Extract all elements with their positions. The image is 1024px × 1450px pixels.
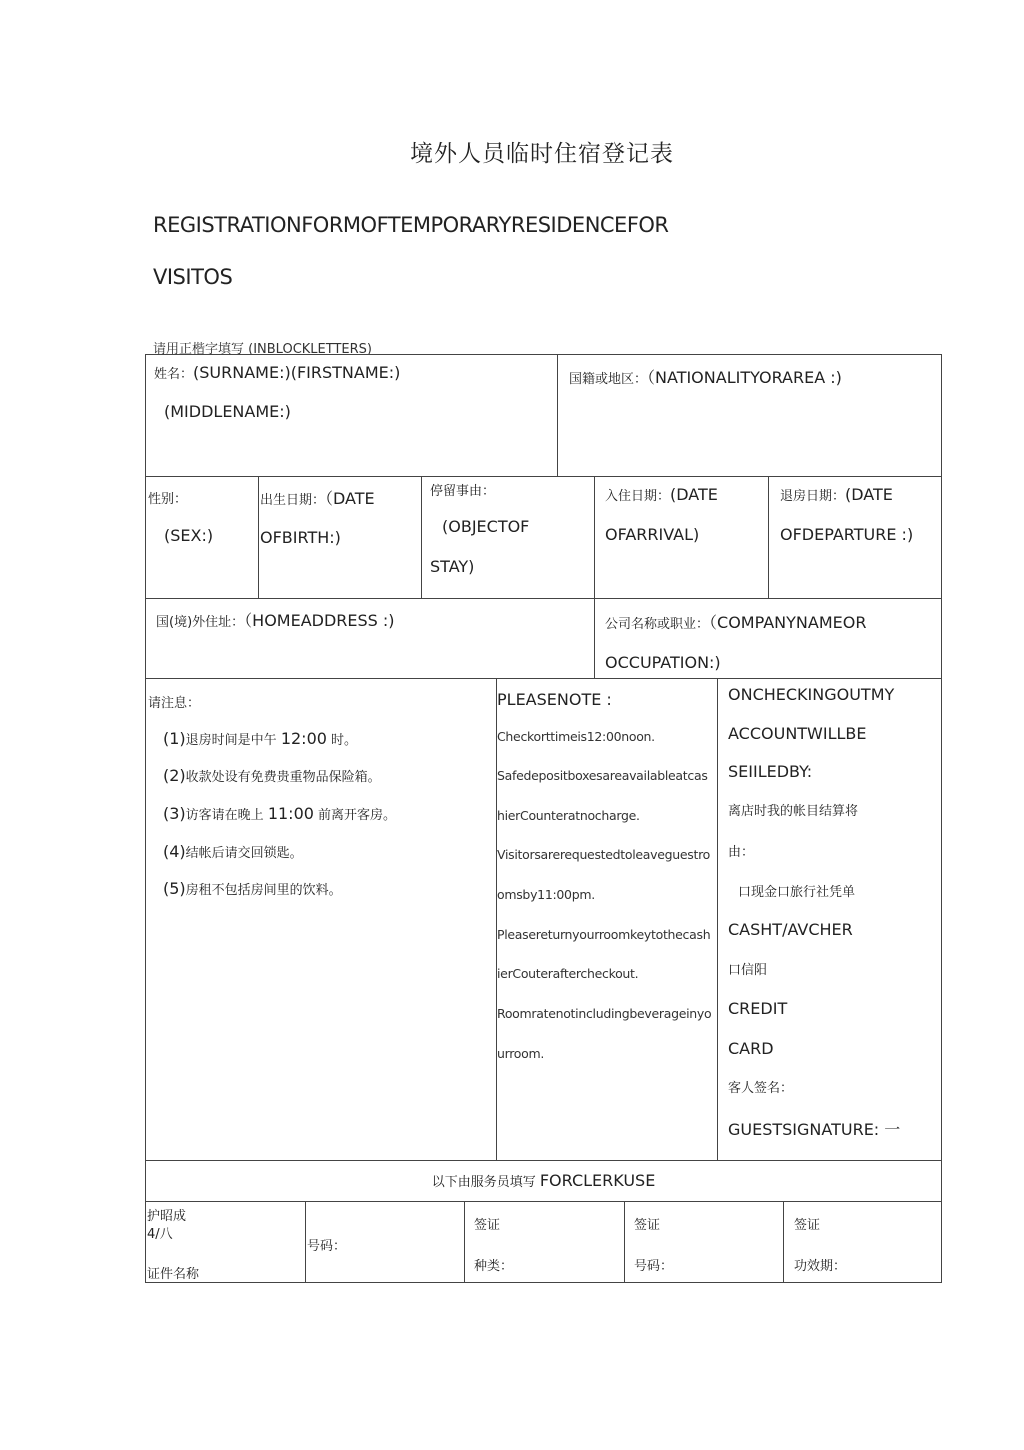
visa-label-1: 签证	[474, 1218, 501, 1233]
home-label-en: （HOMEADDRESS :)	[244, 611, 395, 630]
document-number-label: 号码：	[307, 1239, 347, 1254]
stay-label-cn: 停留事由：	[430, 484, 496, 499]
departure-label-en-2: OFDEPARTURE :)	[780, 525, 914, 544]
payment-option-cash-en: CASHT/AVCHER	[728, 920, 853, 939]
company-field-label	[605, 610, 866, 633]
company-label-cn: 公司名称或职业：	[605, 617, 710, 632]
departure-label-en: (DATE	[845, 485, 893, 504]
payment-option-credit-cn: 口信阳	[728, 963, 768, 978]
checkout-en-1: ONCHECKINGOUTMY	[728, 685, 895, 704]
row-divider	[146, 476, 941, 477]
credit-label-2: CARD	[728, 1039, 774, 1058]
visa-number-label: 号码：	[634, 1259, 674, 1274]
col-divider	[421, 476, 422, 598]
arrival-label-en-2: OFARRIVAL)	[605, 525, 700, 544]
notes-en-line: Roomratenotincludingbeverageinyo	[497, 1006, 712, 1021]
company-label-en-2: OCCUPATION:)	[605, 653, 721, 672]
note-suffix: 时。	[326, 733, 358, 748]
row-divider	[146, 678, 941, 679]
col-divider	[258, 476, 259, 598]
stay-label-en: (OBJECTOF	[442, 517, 530, 536]
note-number: (3)	[163, 804, 186, 823]
name-label-cn: 姓名：	[154, 367, 194, 382]
guest-signature-cn: 客人签名：	[728, 1081, 794, 1096]
visa-validity-label: 功效期：	[794, 1259, 847, 1274]
registration-form-table	[145, 354, 942, 1283]
departure-label-cn: 退房日期：	[780, 489, 846, 504]
note-number: (1)	[163, 729, 186, 748]
note-number: (5)	[163, 879, 186, 898]
clerk-header-en: FORCLERKUSE	[539, 1171, 656, 1190]
note-text: 结帐后请交回锁匙。	[185, 846, 303, 861]
notes-en-line: Checkorttimeis12:00noon.	[497, 729, 655, 744]
notes-en-line: ierCouteraftercheckout.	[497, 966, 639, 981]
nationality-field-label	[569, 365, 842, 388]
birth-label-en: （DATE	[325, 489, 375, 508]
home-address-field-label	[156, 608, 395, 631]
home-label-cn: 国(境)外住址：	[156, 615, 245, 630]
notes-cn-item	[163, 804, 396, 823]
name-label-en: (SURNAME:)(FIRSTNAME:)	[193, 363, 401, 382]
col-divider	[557, 355, 558, 476]
notes-cn-item	[163, 766, 381, 785]
notes-cn-item	[163, 879, 342, 898]
fill-instruction: 请用正楷字填写 (INBLOCKLETTERS)	[153, 342, 372, 357]
passport-label: 护昭成	[147, 1209, 187, 1224]
note-suffix: 前离开客房。	[313, 808, 397, 823]
col-divider	[305, 1201, 306, 1283]
arrival-label-en: (DATE	[670, 485, 718, 504]
nationality-label-en: （NATIONALITYORAREA :)	[647, 368, 842, 387]
guest-signature-en: GUESTSIGNATURE: 一	[728, 1120, 901, 1139]
arrival-label-cn: 入住日期：	[605, 489, 671, 504]
company-label-en: （COMPANYNAMEOR	[709, 613, 867, 632]
notes-en-line: Pleasereturnyourroomkeytothecash	[497, 927, 711, 942]
clerk-header-cn: 以下由服务员填写	[431, 1175, 540, 1190]
note-value: 12:00	[280, 729, 327, 748]
note-value: 11:00	[267, 804, 314, 823]
notes-en-line: hierCounteratnocharge.	[497, 808, 640, 823]
page-title-en-line1: REGISTRATIONFORMOFTEMPORARYRESIDENCEFOR	[153, 213, 669, 237]
name-field-label	[154, 363, 400, 382]
col-divider	[624, 1201, 625, 1283]
note-text: 收款处设有免费贵重物品保险箱。	[185, 770, 381, 785]
col-divider	[783, 1201, 784, 1283]
col-divider	[496, 678, 497, 1160]
stay-label-en-2: STAY)	[430, 557, 475, 576]
birth-field-label	[260, 486, 375, 509]
birth-label-cn: 出生日期：	[260, 493, 326, 508]
col-divider	[464, 1201, 465, 1283]
credit-label-1: CREDIT	[728, 999, 788, 1018]
col-divider	[717, 678, 718, 1160]
checkout-cn-1: 离店时我的帐目结算将	[728, 804, 859, 819]
row-divider	[146, 598, 941, 599]
notes-en-heading: PLEASENOTE :	[497, 690, 612, 709]
visa-label-2: 签证	[634, 1218, 661, 1233]
note-text: 退房时间是中午	[185, 733, 281, 748]
notes-en-line: omsby11:00pm.	[497, 887, 595, 902]
note-number: (2)	[163, 766, 186, 785]
note-number: (4)	[163, 842, 186, 861]
col-divider	[594, 476, 595, 678]
notes-en-line: Visitorsarerequestedtoleaveguestro	[497, 847, 711, 862]
note-text: 房租不包括房间里的饮料。	[185, 883, 342, 898]
col-divider	[768, 476, 769, 598]
arrival-field-label	[605, 485, 718, 504]
passport-label-2: 4/八	[147, 1227, 173, 1242]
visa-type-label: 种类：	[474, 1259, 514, 1274]
checkout-en-3: SEIILEDBY:	[728, 762, 813, 781]
clerk-use-header	[146, 1171, 941, 1190]
document-name-label: 证件名称	[147, 1267, 200, 1282]
departure-field-label	[780, 485, 893, 504]
nationality-label-cn: 国籍或地区：	[569, 372, 648, 387]
middle-name-label: (MIDDLENAME:)	[164, 402, 291, 421]
sex-label-en: (SEX:)	[164, 526, 214, 545]
sex-label-cn: 性别：	[148, 492, 188, 507]
notes-en-line: urroom.	[497, 1046, 545, 1061]
notes-cn-heading: 请注息：	[148, 696, 201, 711]
notes-en-line: Safedepositboxesareavailableatcas	[497, 768, 708, 783]
notes-cn-item	[163, 729, 357, 748]
row-divider	[146, 1160, 941, 1161]
page-title-cn: 境外人员临时住宿登记表	[410, 141, 674, 167]
visa-label-3: 签证	[794, 1218, 821, 1233]
notes-cn-item	[163, 842, 303, 861]
page-title-en-line2: VISITOS	[153, 265, 233, 289]
payment-option-cash-voucher: 口现金口旅行社凭单	[738, 885, 856, 900]
note-text: 访客请在晚上	[185, 808, 268, 823]
checkout-en-2: ACCOUNTWILLBE	[728, 724, 867, 743]
checkout-cn-2: 由：	[728, 845, 755, 860]
row-divider	[146, 1201, 941, 1202]
birth-label-en-2: OFBIRTH:)	[260, 528, 341, 547]
